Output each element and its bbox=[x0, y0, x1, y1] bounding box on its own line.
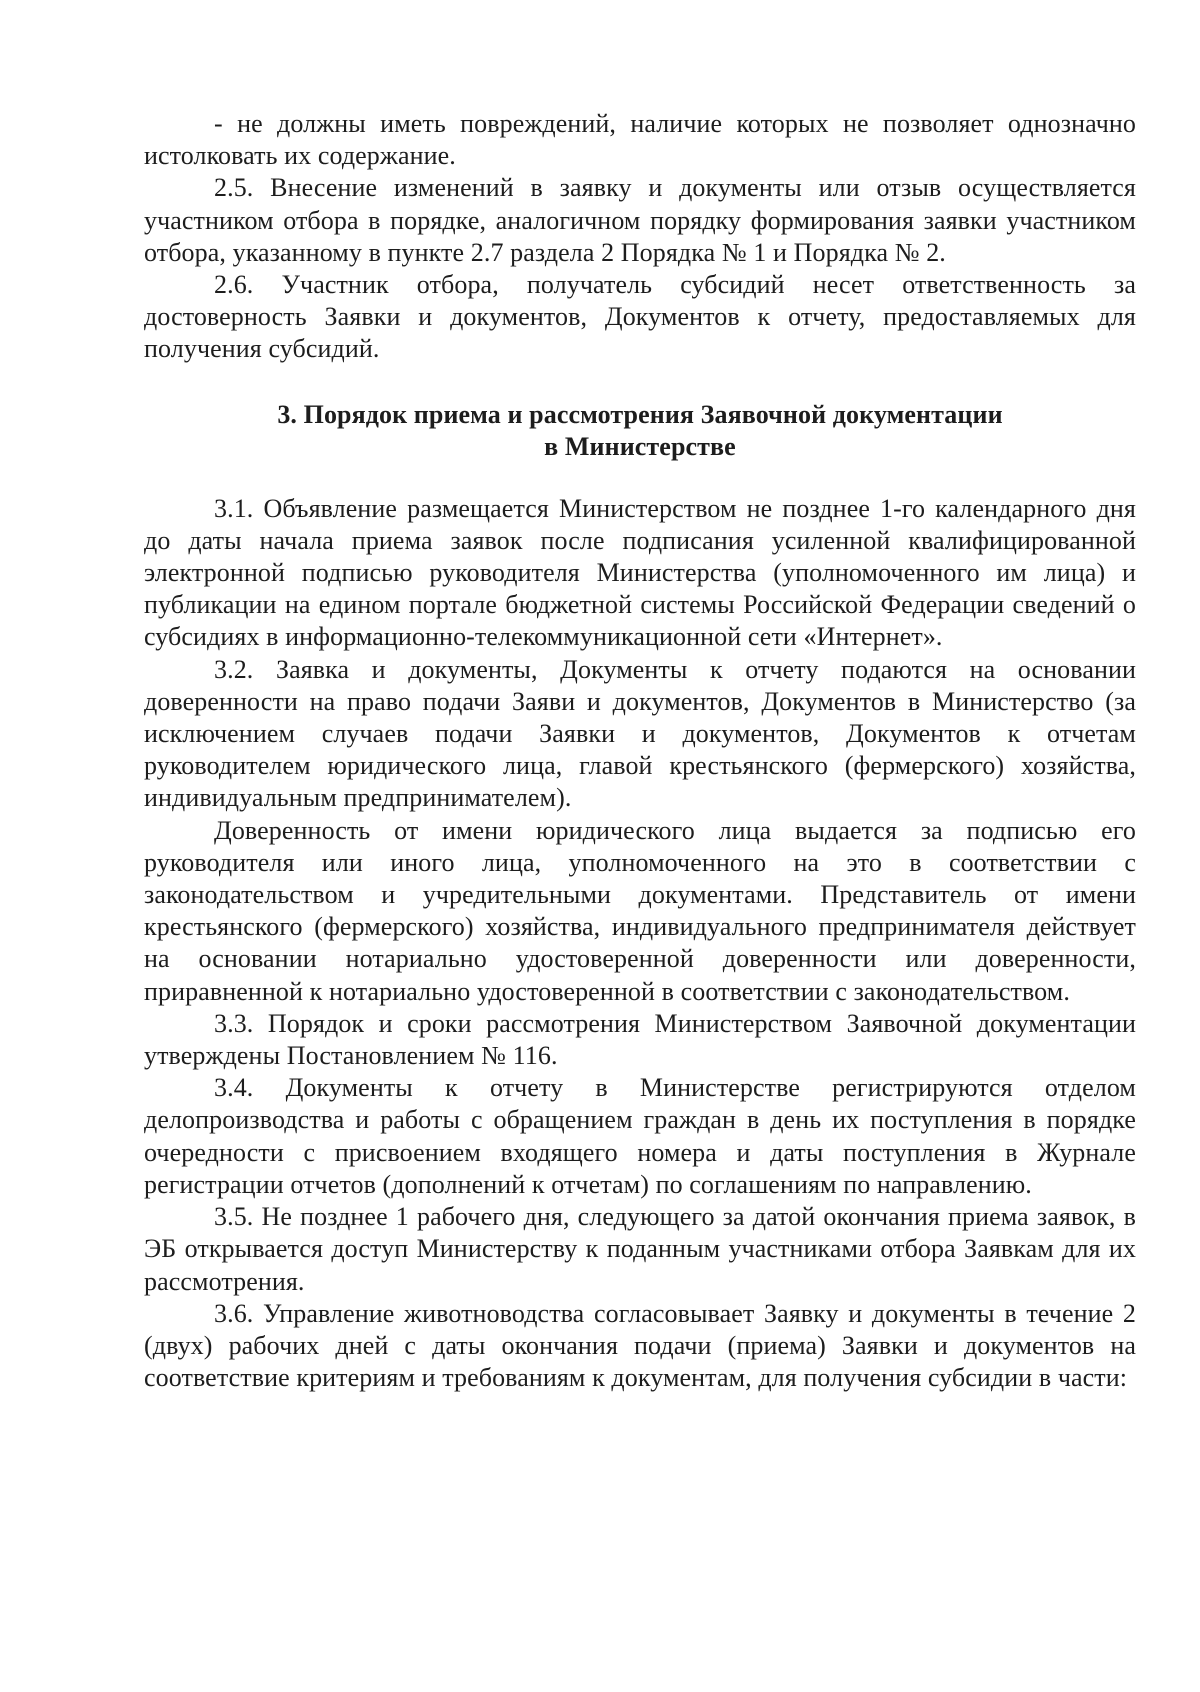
section-3-heading-line1: 3. Порядок приема и рассмотрения Заявочной документации bbox=[277, 399, 1003, 429]
paragraph-3-4: 3.4. Документы к отчету в Министерстве регистрируются отделом делопроизводства и работы с обращением граждан в день их поступления в порядке очередности с присвоением входящего номера и даты поступления в Журнале регистрации отчетов (дополнений к отчетам) по соглашениям по направлению. bbox=[144, 1073, 1136, 1199]
paragraph-power-of-attorney: Доверенность от имени юридического лица выдается за подписью его руководителя или иного лица, уполномоченного на это в соответствии с законодательством и учредительными документами. Представитель от имени крестьянского (фермерского) хозяйства, индивидуального предпринимателя действует на основании нотариально удостоверенной доверенности или доверенности, приравненной к нотариально удостоверенной в соответствии с законодательством. bbox=[144, 815, 1136, 1006]
paragraph-3-6: 3.6. Управление животноводства согласовывает Заявку и документы в течение 2 (двух) рабочих дней с даты окончания подачи (приема) Заявки и документов на соответствие критериям и требованиям к документам, для получения субсидии в части: bbox=[144, 1298, 1136, 1393]
paragraph-3-5: 3.5. Не позднее 1 рабочего дня, следующего за датой окончания приема заявок, в ЭБ открывается доступ Министерству к поданным участниками отбора Заявкам для их рассмотрения. bbox=[144, 1202, 1136, 1296]
paragraph-2-6: 2.6. Участник отбора, получатель субсидий несет ответственность за достоверность Заявки и документов, Документов к отчету, предоставляемых для получения субсидий. bbox=[144, 270, 1136, 364]
paragraph-3-3: 3.3. Порядок и сроки рассмотрения Министерством Заявочной документации утверждены Постановлением № 116. bbox=[144, 1008, 1136, 1071]
paragraph-damage-requirement: - не должны иметь повреждений, наличие которых не позволяет однозначно истолковать их содержание. bbox=[144, 109, 1136, 171]
paragraph-3-1: 3.1. Объявление размещается Министерством не позднее 1-го календарного дня до даты начала приема заявок после подписания усиленной квалифицированной электронной подписью руководителя Министерства (уполномоченного им лица) и публикации на едином портале бюджетной системы Российской Федерации сведений о субсидиях в информационно-телекоммуникационной сети «Интернет». bbox=[144, 493, 1136, 652]
document-page bbox=[144, 108, 1136, 1394]
paragraph-3-2: 3.2. Заявка и документы, Документы к отчету подаются на основании доверенности на право подачи Заяви и документов, Документов в Министерство (за исключением случаев подачи Заявки и документов, Документов к отчетам руководителем юридического лица, главой крестьянского (фермерского) хозяйства, индивидуальным предпринимателем). bbox=[144, 654, 1136, 813]
section-3-heading-line2: в Министерстве bbox=[544, 431, 736, 461]
paragraph-2-5: 2.5. Внесение изменений в заявку и документы или отзыв осуществляется участником отбора в порядке, аналогичном порядку формирования заявки участником отбора, указанному в пункте 2.7 раздела 2 Порядка № 1 и Порядка № 2. bbox=[144, 173, 1136, 267]
section-3-heading bbox=[144, 399, 1136, 463]
